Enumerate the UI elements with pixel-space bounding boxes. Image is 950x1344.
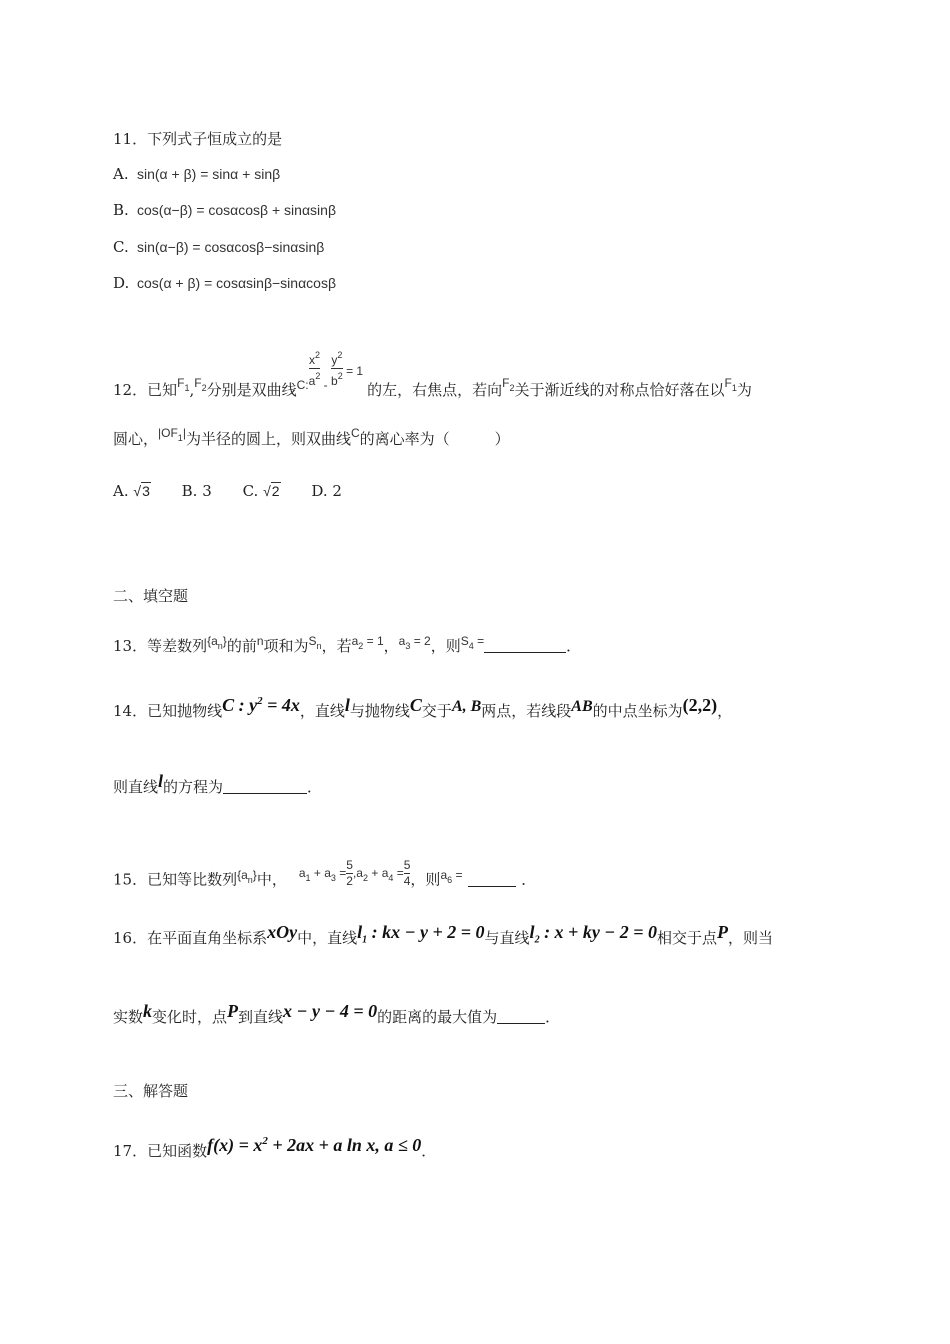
question-11-stem: 11．下列式子恒成立的是 [113, 130, 283, 148]
q11-option-d-formula: cos(α + β) = cosαsinβ−sinαcosβ [137, 275, 337, 291]
question-14-line1: 14．已知抛物线C : $y^2 = 4x$，直线l与抛物线C交于A, B两点，若线段AB的中点坐标为(2,2)， [113, 695, 733, 720]
question-12-line2: 圆心，$^{|OF_1|}$为半径的圆上，则双曲线$^C$的离心率为（ ） [113, 426, 510, 448]
hyperbola-equation: C: x2 a2 - y2 b2 = 1 [296, 350, 364, 392]
q12-option-c: C. √2 [242, 482, 280, 500]
q12-option-b: B. 3 [181, 482, 212, 500]
q12-options [113, 480, 368, 502]
question-17: 17．已知函数$f(x) = x^2 + 2ax + a$ ln x, a ≤ 0． [113, 1135, 437, 1160]
geometric-condition: a1 + a3 = 5 2 ,a2 + a4 = 5 4 [298, 858, 411, 888]
question-14-line2: 则直线l的方程为 ． [113, 771, 323, 796]
q11-option-a: A. sin(α + β) = sinα + sinβ [113, 165, 281, 183]
question-12-line1: 12．已知$^{F_1}$,$^{F_2}$分别是双曲线$^{C: \frac{x^2}{a^2} - \frac{y^2}{b^2} = 1}$的左，右焦点，若向$^{F_2}$关于渐近线的对称点恰好落在以$^{F_1}$为 [113, 350, 752, 399]
line-l1-equation: $l_1$ : kx − y + 2 = 0 [357, 922, 485, 946]
q14-answer-blank[interactable] [223, 793, 307, 794]
function-definition: $f(x) = x^2 + 2ax + a$ ln x, a ≤ 0 [207, 1135, 422, 1155]
question-15: 15．已知等比数列$^{\{a_n\}}$中， $^{a_1 + a_3 = \frac{5}{2} ,a_2 + a_4 = \frac{5}{4}}$ ，则$^{a_6 =}$ ． [113, 858, 537, 889]
q13-answer-blank[interactable] [484, 652, 566, 653]
section-fill-in-heading: 二、填空题 [113, 587, 189, 605]
q12-option-a: A. √3 [113, 482, 150, 500]
q11-option-c-formula: sin(α−β) = cosαcosβ−sinαsinβ [137, 239, 325, 255]
q11-option-a-formula: sin(α + β) = sinα + sinβ [137, 166, 281, 182]
question-16-line2: 实数k变化时，点P到直线x − y − 4 = 0的距离的最大值为 ． [113, 1001, 561, 1026]
question-13: 13．等差数列$^{\{a_n\}}$的前$^n$项和为$^{S_n}$，若$^{a_2 = 1}$，$^{a_3 = 2}$，则$^{S_4 =}$ ． [113, 634, 582, 655]
q11-option-c: C. sin(α−β) = cosαcosβ−sinαsinβ [113, 238, 325, 256]
q11-option-b: B. cos(α−β) = cosαcosβ + sinαsinβ [113, 201, 337, 219]
q12-option-d: D. 2 [311, 482, 342, 500]
q15-answer-blank[interactable] [468, 886, 516, 887]
q11-option-d: D. cos(α + β) = cosαsinβ−sinαcosβ [113, 274, 337, 292]
question-16-line1: 16．在平面直角坐标系xOy中，直线$l_1$ : kx − y + 2 = 0与直线$l_2$ : x + ky − 2 = 0相交于点P，则当 [113, 922, 773, 947]
parabola-equation: C : $y^2 = 4x$ [222, 695, 300, 715]
section-solution-heading: 三、解答题 [113, 1082, 189, 1100]
q11-option-b-formula: cos(α−β) = cosαcosβ + sinαsinβ [137, 202, 337, 218]
q16-answer-blank[interactable] [497, 1023, 545, 1024]
line-l2-equation: $l_2$ : x + ky − 2 = 0 [529, 922, 657, 946]
